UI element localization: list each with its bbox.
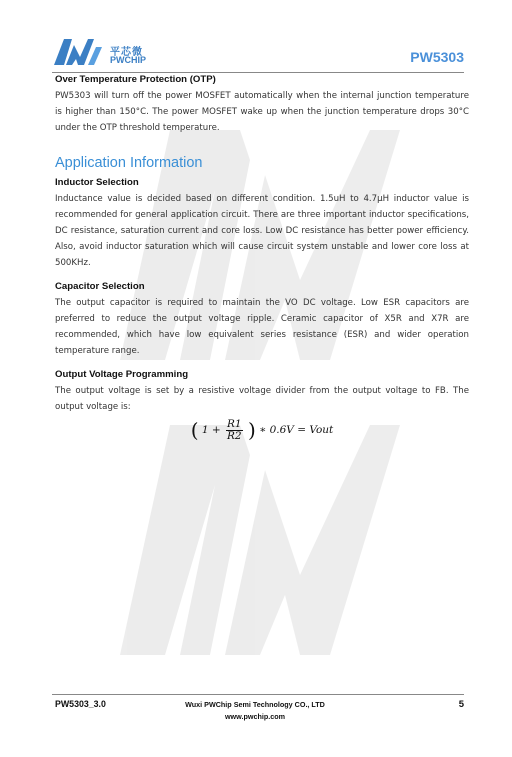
vout-body: The output voltage is set by a resistive voltage divider from the output voltage to FB. The output voltage is: <box>55 386 469 412</box>
capacitor-section <box>55 280 469 359</box>
formula-open-paren: ( <box>190 418 199 442</box>
application-section <box>55 154 469 172</box>
footer-doc-id: PW5303_3.0 <box>55 699 106 709</box>
pwchip-logo-icon <box>52 37 108 67</box>
logo-english-text: PWCHIP <box>110 55 146 65</box>
formula-one-plus: 1 + <box>201 424 221 436</box>
page-content <box>55 73 469 442</box>
capacitor-heading: Capacitor Selection <box>55 281 145 292</box>
footer-company-block <box>155 699 355 723</box>
vout-formula <box>55 418 469 442</box>
formula-numerator: R1 <box>227 417 242 430</box>
footer-page-number: 5 <box>458 699 464 710</box>
formula-fraction <box>226 419 243 442</box>
footer-divider <box>52 694 464 695</box>
otp-body: PW5303 will turn off the power MOSFET automatically when the internal junction temperature is higher than 150°C. The power MOSFET wake up when the junction temperature drops 30°C under the OTP threshold temperature. <box>55 91 469 133</box>
vout-section <box>55 368 469 442</box>
application-title: Application Information <box>55 155 203 171</box>
otp-heading: Over Temperature Protection (OTP) <box>55 74 216 85</box>
capacitor-body: The output capacitor is required to maintain the VO DC voltage. Low ESR capacitors are preferred to reduce the output voltage ripple. Ceramic capacitor of X5R and X7R are recommended, which have low equivalent series resistance (ESR) and wider operation temperature range. <box>55 298 469 356</box>
formula-close-paren: ) <box>247 418 256 442</box>
page-header <box>52 37 464 71</box>
inductor-heading: Inductor Selection <box>55 177 139 188</box>
vout-heading: Output Voltage Programming <box>55 369 189 380</box>
logo-chinese-text: 平芯微 <box>110 47 143 58</box>
product-name: PW5303 <box>410 49 464 65</box>
otp-section <box>55 73 469 136</box>
inductor-body: Inductance value is decided based on different condition. 1.5uH to 4.7μH inductor value is recommended for general application circuit. There are three important inductor specifications, DC resistance, saturation current and core loss. Low DC resistance has better power efficiency. Also, avoid inductor saturation which will cause circuit system unstable and lower core loss at 500KHz. <box>55 194 469 268</box>
footer-company: Wuxi PWChip Semi Technology CO., LTD <box>185 700 325 709</box>
formula-denominator: R2 <box>227 429 242 442</box>
formula-rest: ∗ 0.6V = Vout <box>259 424 334 436</box>
footer-website: www.pwchip.com <box>224 712 286 721</box>
inductor-section <box>55 176 469 271</box>
